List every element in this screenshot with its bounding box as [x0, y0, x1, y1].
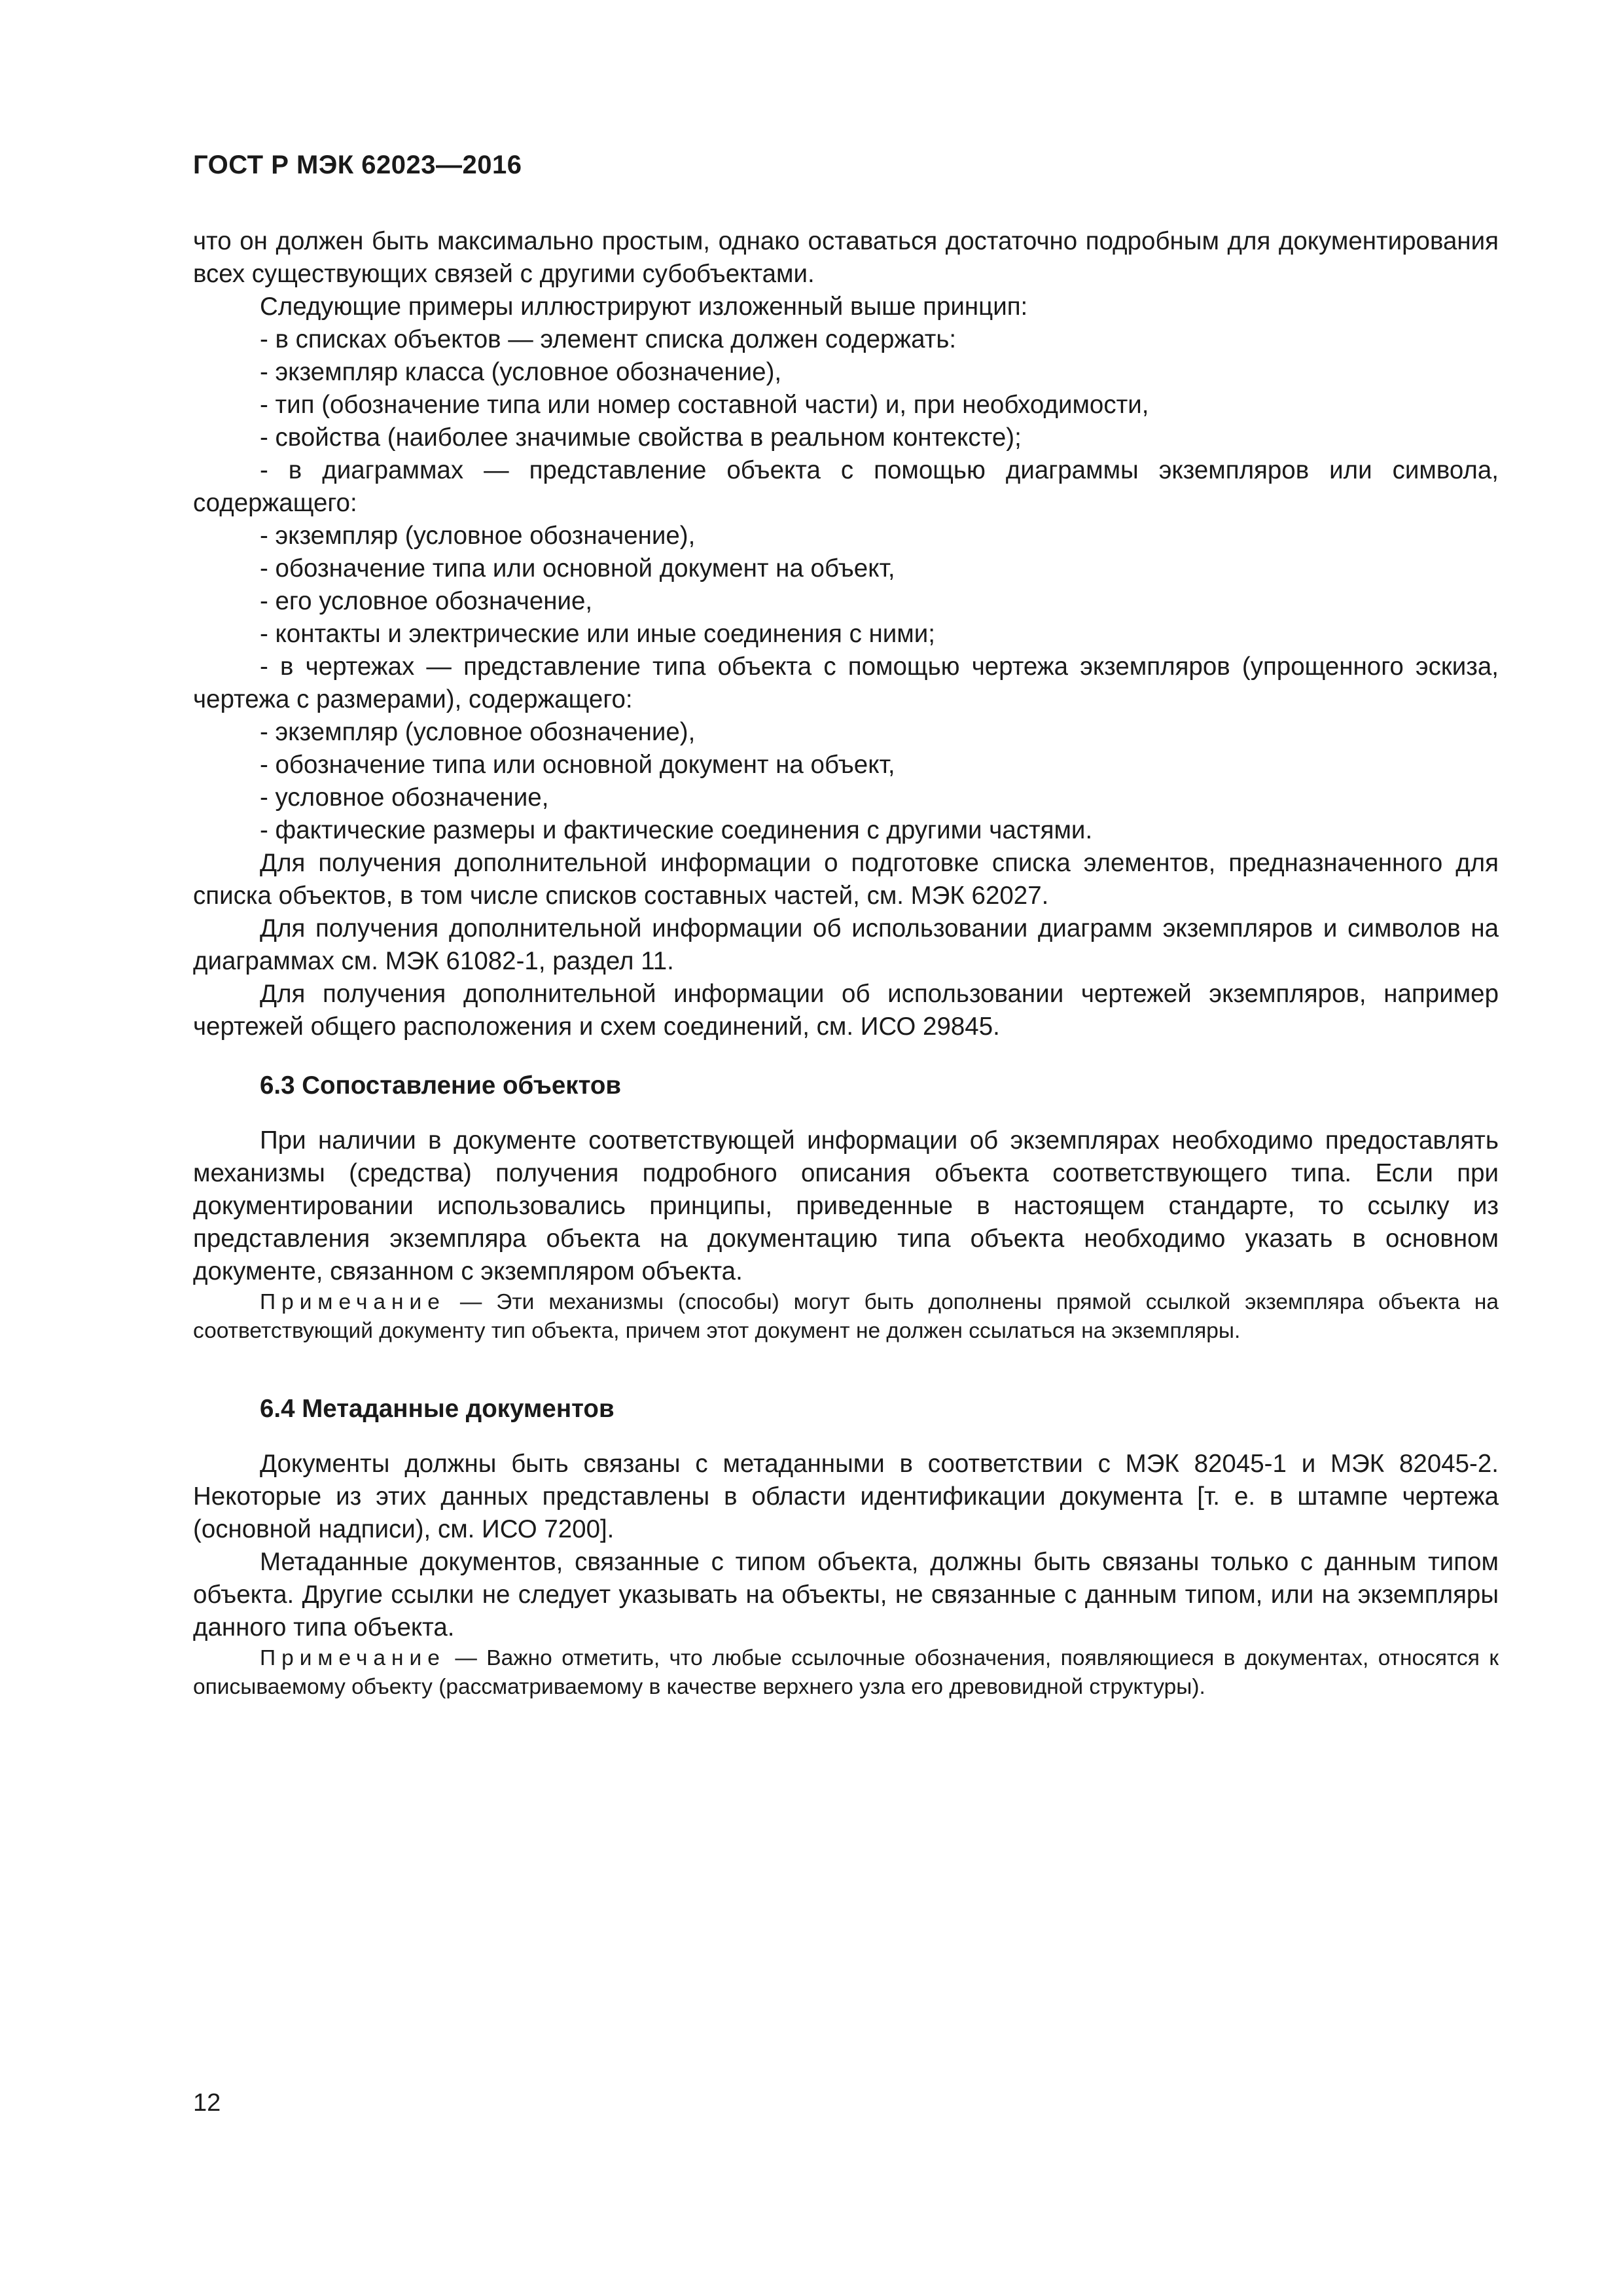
- note: [193, 1644, 1499, 1702]
- list-item: - экземпляр (условное обозначение),: [260, 522, 696, 550]
- list-item: - обозначение типа или основной документ на объект,: [260, 751, 895, 779]
- paragraph: Для получения дополнительной информации о подготовке списка элементов, предназначенного для списка объектов, в том числе списков составных частей, см. МЭК 62027.: [193, 849, 1499, 910]
- note-label: Примечание: [260, 1646, 446, 1670]
- section-heading-6-4: 6.4 Метаданные документов: [260, 1395, 615, 1423]
- page-number: 12: [193, 2089, 221, 2117]
- section-heading-6-3: 6.3 Сопоставление объектов: [260, 1071, 622, 1100]
- list-item: - экземпляр класса (условное обозначение),: [260, 358, 782, 386]
- list-item: - его условное обозначение,: [260, 587, 593, 615]
- paragraph: Метаданные документов, связанные с типом объекта, должны быть связаны только с данным типом объекта. Другие ссылки не следует указывать на объекты, не связанные с данным типом, или на экземпляры данного типа объекта.: [193, 1548, 1499, 1641]
- list-item: - свойства (наиболее значимые свойства в реальном контексте);: [260, 423, 1022, 452]
- paragraph: При наличии в документе соответствующей информации об экземплярах необходимо предоставлять механизмы (средства) получения подробного описания объекта соответствующего типа. Если при документировании использовались принципы, приведенные в настоящем стандарте, то ссылку из представления экземпляра объекта на документацию типа объекта необходимо указать в основном документе, связанном с экземпляром объекта.: [193, 1126, 1499, 1285]
- paragraph: Документы должны быть связаны с метаданными в соответствии с МЭК 82045-1 и МЭК 82045-2. Некоторые из этих данных представлены в области идентификации документа [т. е. в штампе чертежа (основной надписи), см. ИСО 7200].: [193, 1450, 1499, 1543]
- list-item: - условное обозначение,: [260, 783, 549, 812]
- list-item: - фактические размеры и фактические соединения с другими частями.: [260, 816, 1093, 844]
- list-item: - обозначение типа или основной документ на объект,: [260, 554, 895, 583]
- note-text: — Важно отметить, что любые ссылочные обозначения, появляющиеся в документах, относятся к описываемому объекту (рассматриваемому в качестве верхнего узла его древовидной структуры).: [193, 1646, 1499, 1699]
- list-item: - контакты и электрические или иные соединения с ними;: [260, 620, 935, 648]
- list-item: - тип (обозначение типа или номер составной части) и, при необходимости,: [260, 391, 1149, 419]
- list-item: - в списках объектов — элемент списка должен содержать:: [260, 325, 957, 353]
- note: [193, 1288, 1499, 1346]
- standard-designation: ГОСТ Р МЭК 62023—2016: [193, 151, 522, 179]
- note-label: Примечание: [260, 1290, 446, 1314]
- paragraph: Следующие примеры иллюстрируют изложенный выше принцип:: [260, 293, 1028, 321]
- list-item: - в диаграммах — представление объекта с помощью диаграммы экземпляров или символа, содержащего:: [193, 456, 1499, 517]
- paragraph: Для получения дополнительной информации об использовании диаграмм экземпляров и символов на диаграммах см. МЭК 61082-1, раздел 11.: [193, 914, 1499, 975]
- list-item: - экземпляр (условное обозначение),: [260, 718, 696, 746]
- list-item: - в чертежах — представление типа объекта с помощью чертежа экземпляров (упрощенного эскиза, чертежа с размерами), содержащего:: [193, 653, 1499, 713]
- paragraph: Для получения дополнительной информации об использовании чертежей экземпляров, например чертежей общего расположения и схем соединений, см. ИСО 29845.: [193, 980, 1499, 1041]
- paragraph: что он должен быть максимально простым, однако оставаться достаточно подробным для документирования всех существующих связей с другими субобъектами.: [193, 227, 1499, 288]
- page-body: [193, 225, 1499, 1702]
- note-text: — Эти механизмы (способы) могут быть дополнены прямой ссылкой экземпляра объекта на соответствующий документу тип объекта, причем этот документ не должен ссылаться на экземпляры.: [193, 1290, 1499, 1343]
